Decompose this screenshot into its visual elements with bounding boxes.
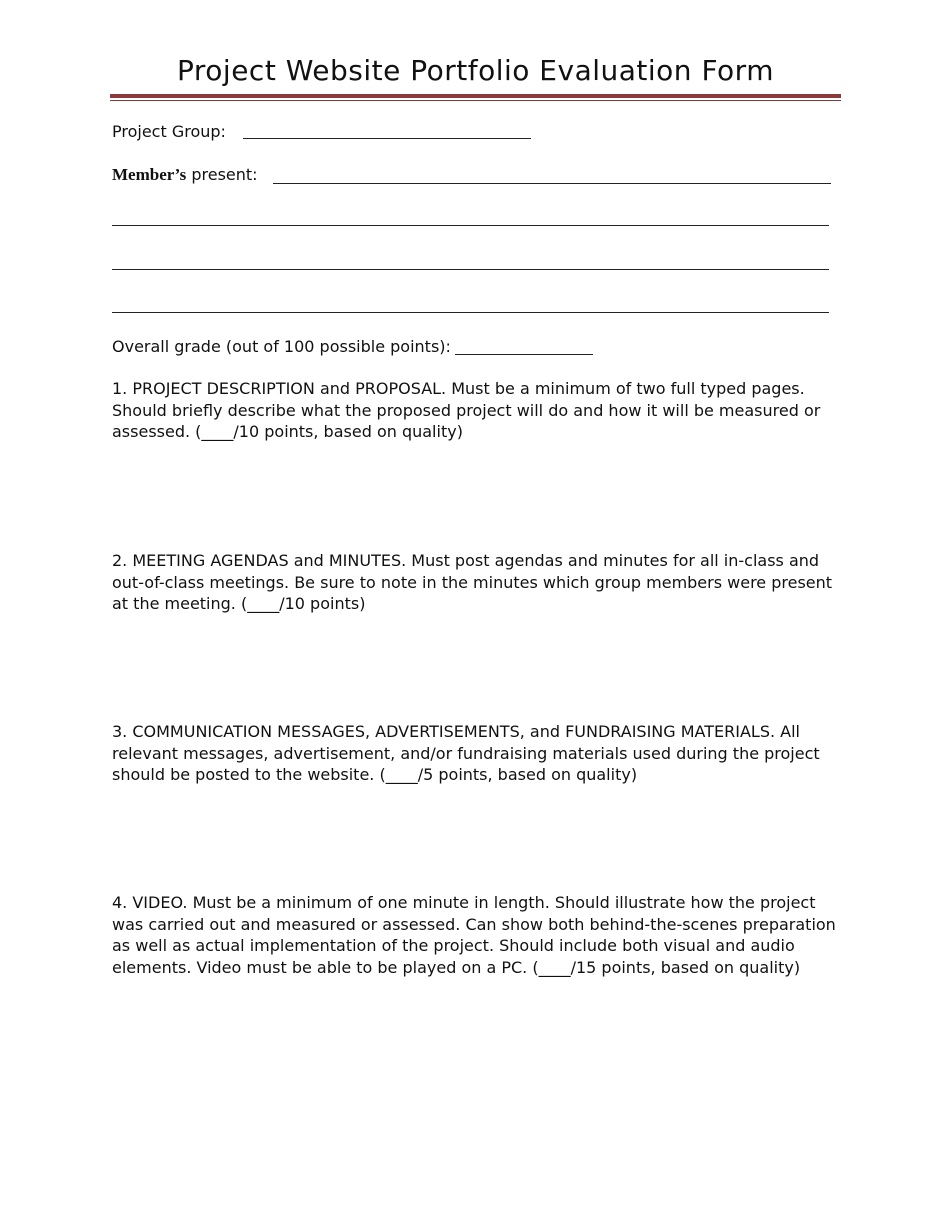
title-rule-thick [110,94,841,98]
project-group-label: Project Group: [112,122,226,141]
item-communication-materials: 3. COMMUNICATION MESSAGES, ADVERTISEMENTS, and FUNDRAISING MATERIALS. All relevant messages, advertisement, and/or fundraising materials used during the project should be posted to the website. (____/5 points, based on quality) [112,722,820,784]
members-line-4[interactable] [112,312,829,313]
page-title: Project Website Portfolio Evaluation Form [177,54,774,87]
members-label-bold: Member’s [112,165,187,184]
overall-grade-label: Overall grade (out of 100 possible points): [112,337,451,356]
members-line-2[interactable] [112,225,829,226]
project-group-field[interactable] [243,138,531,139]
title-rule-thin [110,100,841,101]
members-label-rest: present: [186,165,258,184]
overall-grade-field[interactable] [455,354,593,355]
members-present-field[interactable] [273,183,831,184]
item-meeting-agendas: 2. MEETING AGENDAS and MINUTES. Must post agendas and minutes for all in-class and out-of-class meetings. Be sure to note in the minutes which group members were present at the meeting. (____/10 points) [112,551,833,613]
members-present-label [112,165,258,185]
item-video: 4. VIDEO. Must be a minimum of one minute in length. Should illustrate how the project was carried out and measured or assessed. Can show both behind-the-scenes preparation as well as actual implementation of the project. Should include both visual and audio elements. Video must be able to be played on a PC. (____/15 points, based on quality) [112,893,836,977]
members-line-3[interactable] [112,269,829,270]
item-project-description: 1. PROJECT DESCRIPTION and PROPOSAL. Must be a minimum of two full typed pages. Should briefly describe what the proposed project will do and how it will be measured or assessed. (____/10 points, based on quality) [112,379,821,441]
